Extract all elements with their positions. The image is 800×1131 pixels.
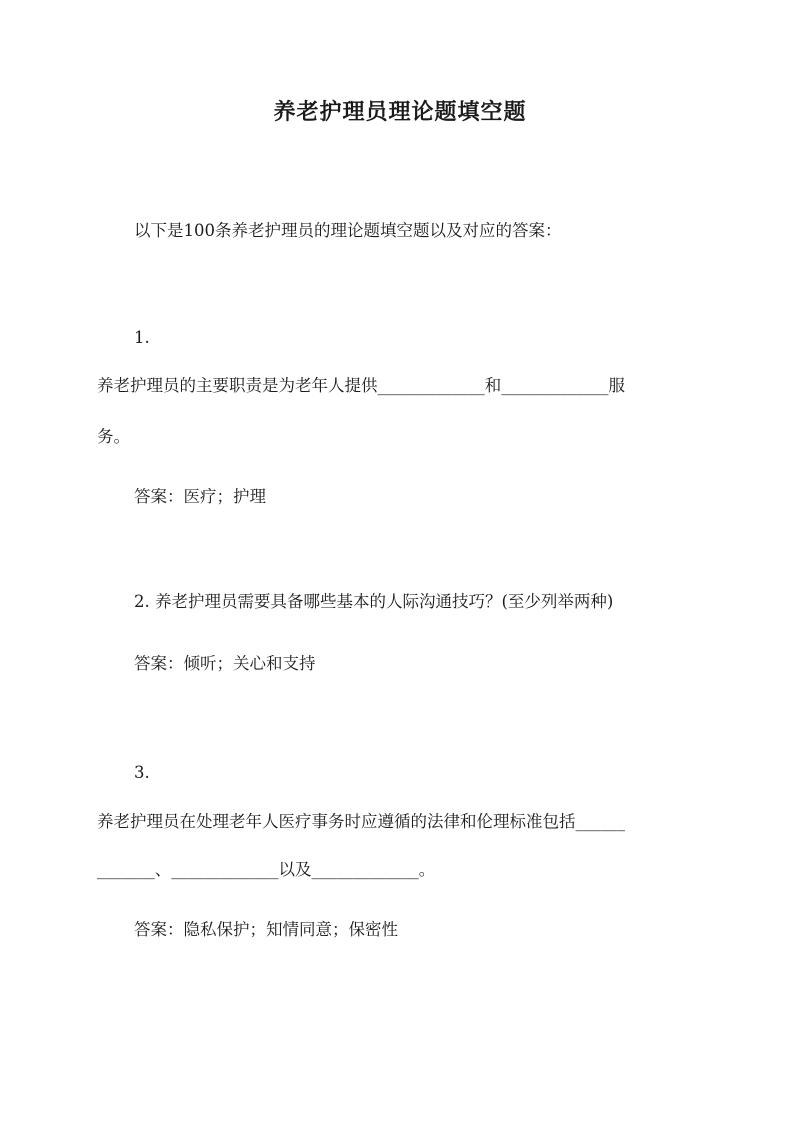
question-1-answer: 答案：医疗；护理 bbox=[134, 487, 266, 506]
question-3-text-line2: _______、_____________以及_____________。 bbox=[97, 860, 436, 879]
question-1-number: 1. bbox=[134, 328, 150, 347]
question-1-text-line1: 养老护理员的主要职责是为老年人提供_____________和_____________服 bbox=[97, 376, 625, 395]
question-2-answer: 答案：倾听；关心和支持 bbox=[134, 654, 316, 673]
question-3-answer: 答案：隐私保护；知情同意；保密性 bbox=[134, 920, 398, 939]
question-3-number: 3. bbox=[134, 763, 150, 782]
document-title: 养老护理员理论题填空题 bbox=[273, 99, 527, 125]
question-2-text: 2. 养老护理员需要具备哪些基本的人际沟通技巧？(至少列举两种) bbox=[134, 592, 614, 611]
question-3-text-line1: 养老护理员在处理老年人医疗事务时应遵循的法律和伦理标准包括______ bbox=[97, 812, 625, 831]
intro-text: 以下是100条养老护理员的理论题填空题以及对应的答案： bbox=[134, 221, 562, 240]
question-1-text-line2: 务。 bbox=[97, 427, 130, 446]
